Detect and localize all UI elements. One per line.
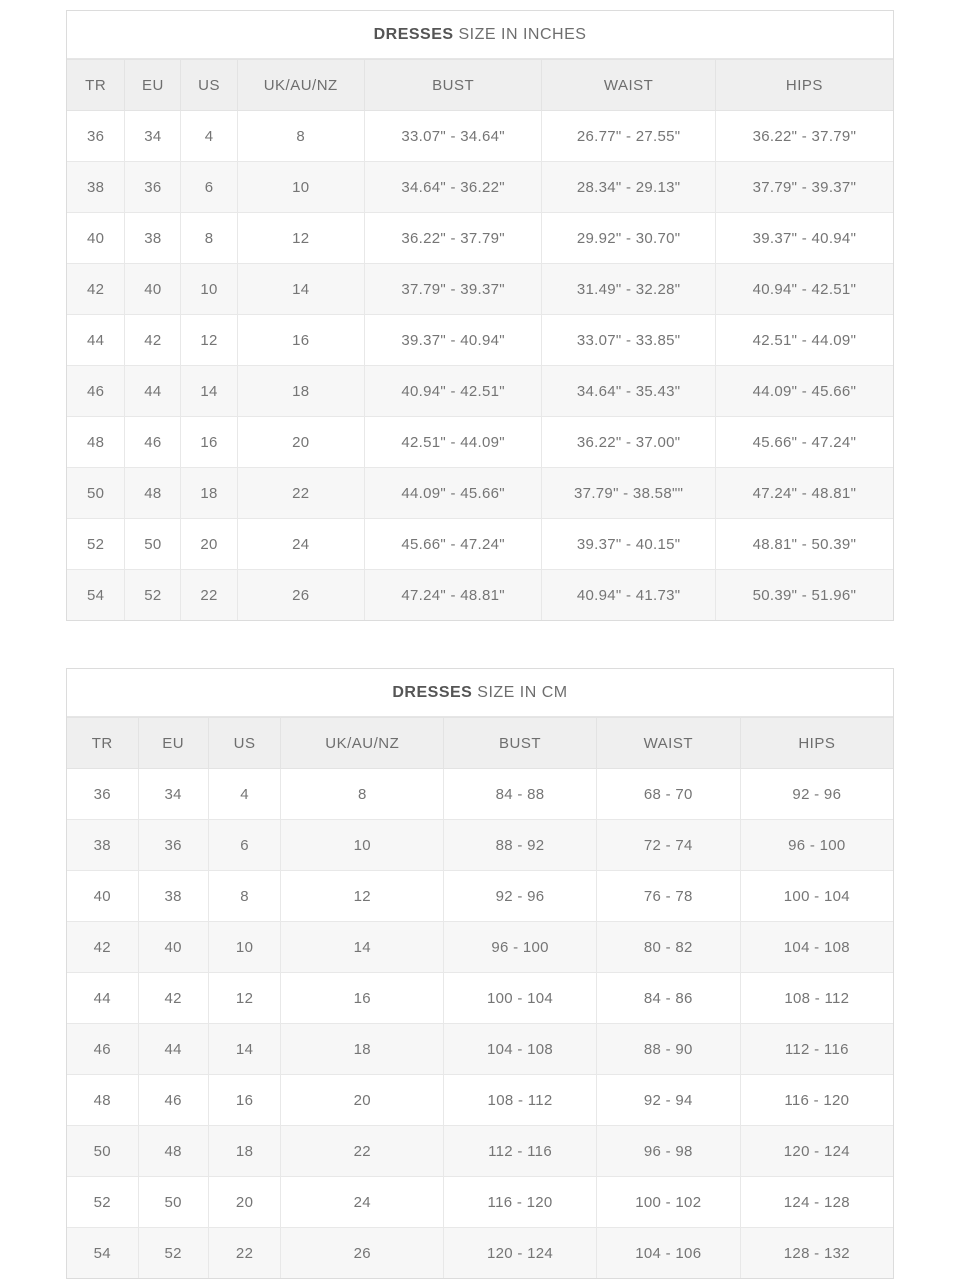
cell-waist: 68 - 70	[596, 769, 740, 820]
cell-tr: 52	[67, 1177, 138, 1228]
cell-eu: 42	[125, 315, 181, 366]
cell-us: 22	[208, 1228, 281, 1279]
table-row	[67, 1075, 893, 1126]
cell-us: 20	[208, 1177, 281, 1228]
cell-uk-au-nz: 22	[237, 468, 364, 519]
cell-eu: 50	[138, 1177, 208, 1228]
table-row	[67, 871, 893, 922]
cell-tr: 50	[67, 468, 125, 519]
cell-us: 12	[208, 973, 281, 1024]
cell-uk-au-nz: 26	[281, 1228, 444, 1279]
cell-hips: 40.94" - 42.51"	[715, 264, 893, 315]
cell-waist: 29.92" - 30.70"	[542, 213, 715, 264]
cell-tr: 40	[67, 213, 125, 264]
cell-bust: 92 - 96	[444, 871, 597, 922]
cell-bust: 45.66" - 47.24"	[364, 519, 542, 570]
column-header-hips: HIPS	[740, 718, 893, 769]
cell-bust: 120 - 124	[444, 1228, 597, 1279]
cell-us: 22	[181, 570, 237, 621]
cell-tr: 48	[67, 1075, 138, 1126]
cell-us: 14	[208, 1024, 281, 1075]
cell-uk-au-nz: 20	[281, 1075, 444, 1126]
cell-eu: 42	[138, 973, 208, 1024]
table-row	[67, 1177, 893, 1228]
cell-bust: 39.37" - 40.94"	[364, 315, 542, 366]
column-header-bust: BUST	[364, 60, 542, 111]
column-header-bust: BUST	[444, 718, 597, 769]
cell-bust: 108 - 112	[444, 1075, 597, 1126]
cell-eu: 44	[138, 1024, 208, 1075]
inches-table	[67, 59, 893, 620]
cell-us: 4	[181, 111, 237, 162]
cell-tr: 54	[67, 570, 125, 621]
cell-uk-au-nz: 14	[281, 922, 444, 973]
cell-us: 8	[181, 213, 237, 264]
column-header-us: US	[181, 60, 237, 111]
cell-waist: 100 - 102	[596, 1177, 740, 1228]
table-row	[67, 468, 893, 519]
cell-hips: 39.37" - 40.94"	[715, 213, 893, 264]
cell-hips: 124 - 128	[740, 1177, 893, 1228]
cell-eu: 38	[125, 213, 181, 264]
cell-us: 10	[181, 264, 237, 315]
cell-bust: 96 - 100	[444, 922, 597, 973]
cell-hips: 104 - 108	[740, 922, 893, 973]
cell-uk-au-nz: 10	[281, 820, 444, 871]
cell-uk-au-nz: 10	[237, 162, 364, 213]
cell-hips: 42.51" - 44.09"	[715, 315, 893, 366]
cell-hips: 37.79" - 39.37"	[715, 162, 893, 213]
cell-eu: 52	[138, 1228, 208, 1279]
dresses-size-cm-table	[66, 668, 894, 1279]
cell-tr: 44	[67, 315, 125, 366]
table-row	[67, 820, 893, 871]
column-header-waist: WAIST	[596, 718, 740, 769]
cell-waist: 36.22" - 37.00"	[542, 417, 715, 468]
cell-bust: 42.51" - 44.09"	[364, 417, 542, 468]
cell-hips: 112 - 116	[740, 1024, 893, 1075]
cell-bust: 33.07" - 34.64"	[364, 111, 542, 162]
cell-tr: 38	[67, 162, 125, 213]
cell-hips: 92 - 96	[740, 769, 893, 820]
cell-tr: 40	[67, 871, 138, 922]
cell-bust: 47.24" - 48.81"	[364, 570, 542, 621]
cell-waist: 96 - 98	[596, 1126, 740, 1177]
cell-eu: 38	[138, 871, 208, 922]
cell-us: 10	[208, 922, 281, 973]
cell-uk-au-nz: 18	[281, 1024, 444, 1075]
cell-waist: 92 - 94	[596, 1075, 740, 1126]
cell-bust: 40.94" - 42.51"	[364, 366, 542, 417]
cell-tr: 42	[67, 264, 125, 315]
cell-bust: 34.64" - 36.22"	[364, 162, 542, 213]
cm-table	[67, 717, 893, 1278]
cell-uk-au-nz: 12	[237, 213, 364, 264]
cell-bust: 36.22" - 37.79"	[364, 213, 542, 264]
table-title-inches	[67, 11, 893, 59]
cell-tr: 36	[67, 769, 138, 820]
table-row	[67, 973, 893, 1024]
column-header-uk-au-nz: UK/AU/NZ	[281, 718, 444, 769]
cell-us: 12	[181, 315, 237, 366]
cell-tr: 46	[67, 1024, 138, 1075]
table-row	[67, 519, 893, 570]
cell-hips: 44.09" - 45.66"	[715, 366, 893, 417]
cell-hips: 47.24" - 48.81"	[715, 468, 893, 519]
cell-us: 4	[208, 769, 281, 820]
table-title-product: DRESSES	[392, 683, 473, 701]
cell-bust: 44.09" - 45.66"	[364, 468, 542, 519]
cell-uk-au-nz: 20	[237, 417, 364, 468]
cell-eu: 44	[125, 366, 181, 417]
table-row	[67, 162, 893, 213]
cell-uk-au-nz: 14	[237, 264, 364, 315]
cell-bust: 104 - 108	[444, 1024, 597, 1075]
cell-tr: 44	[67, 973, 138, 1024]
column-header-tr: TR	[67, 718, 138, 769]
cell-tr: 46	[67, 366, 125, 417]
table-row	[67, 264, 893, 315]
cell-waist: 31.49" - 32.28"	[542, 264, 715, 315]
cell-eu: 36	[138, 820, 208, 871]
dresses-size-inches-table	[66, 10, 894, 621]
cell-eu: 50	[125, 519, 181, 570]
column-header-hips: HIPS	[715, 60, 893, 111]
cell-us: 14	[181, 366, 237, 417]
cell-uk-au-nz: 16	[237, 315, 364, 366]
cell-hips: 128 - 132	[740, 1228, 893, 1279]
cell-waist: 76 - 78	[596, 871, 740, 922]
cell-bust: 37.79" - 39.37"	[364, 264, 542, 315]
cell-hips: 36.22" - 37.79"	[715, 111, 893, 162]
cell-bust: 116 - 120	[444, 1177, 597, 1228]
cell-us: 8	[208, 871, 281, 922]
cell-hips: 96 - 100	[740, 820, 893, 871]
cell-hips: 120 - 124	[740, 1126, 893, 1177]
cell-eu: 40	[138, 922, 208, 973]
table-row	[67, 570, 893, 621]
column-header-tr: TR	[67, 60, 125, 111]
cell-uk-au-nz: 24	[281, 1177, 444, 1228]
cell-bust: 88 - 92	[444, 820, 597, 871]
cell-bust: 112 - 116	[444, 1126, 597, 1177]
cell-waist: 28.34" - 29.13"	[542, 162, 715, 213]
table-row	[67, 417, 893, 468]
cell-us: 18	[181, 468, 237, 519]
cell-waist: 40.94" - 41.73"	[542, 570, 715, 621]
cell-uk-au-nz: 26	[237, 570, 364, 621]
cell-waist: 33.07" - 33.85"	[542, 315, 715, 366]
column-header-eu: EU	[125, 60, 181, 111]
cell-tr: 50	[67, 1126, 138, 1177]
table-row	[67, 922, 893, 973]
table-title-product: DRESSES	[373, 25, 454, 43]
cell-waist: 80 - 82	[596, 922, 740, 973]
cell-eu: 34	[138, 769, 208, 820]
table-row	[67, 366, 893, 417]
table-row	[67, 1024, 893, 1075]
column-header-waist: WAIST	[542, 60, 715, 111]
cell-eu: 40	[125, 264, 181, 315]
cell-eu: 52	[125, 570, 181, 621]
table-row	[67, 111, 893, 162]
column-header-eu: EU	[138, 718, 208, 769]
cell-uk-au-nz: 8	[237, 111, 364, 162]
column-header-uk-au-nz: UK/AU/NZ	[237, 60, 364, 111]
cell-waist: 34.64" - 35.43"	[542, 366, 715, 417]
cell-uk-au-nz: 12	[281, 871, 444, 922]
cell-uk-au-nz: 24	[237, 519, 364, 570]
cell-hips: 48.81" - 50.39"	[715, 519, 893, 570]
cell-waist: 39.37" - 40.15"	[542, 519, 715, 570]
cell-tr: 48	[67, 417, 125, 468]
table-title-unit: SIZE IN CM	[477, 683, 568, 701]
header-row	[67, 718, 893, 769]
cell-hips: 100 - 104	[740, 871, 893, 922]
cell-uk-au-nz: 18	[237, 366, 364, 417]
cell-us: 16	[208, 1075, 281, 1126]
cell-tr: 52	[67, 519, 125, 570]
cell-uk-au-nz: 22	[281, 1126, 444, 1177]
cell-waist: 37.79" - 38.58""	[542, 468, 715, 519]
cell-us: 18	[208, 1126, 281, 1177]
table-row	[67, 769, 893, 820]
table-row	[67, 315, 893, 366]
cell-tr: 54	[67, 1228, 138, 1279]
cell-eu: 34	[125, 111, 181, 162]
cell-waist: 72 - 74	[596, 820, 740, 871]
cell-eu: 46	[125, 417, 181, 468]
cell-hips: 116 - 120	[740, 1075, 893, 1126]
cell-uk-au-nz: 16	[281, 973, 444, 1024]
table-row	[67, 213, 893, 264]
cell-tr: 36	[67, 111, 125, 162]
cell-tr: 42	[67, 922, 138, 973]
cell-eu: 46	[138, 1075, 208, 1126]
cell-eu: 36	[125, 162, 181, 213]
header-row	[67, 60, 893, 111]
cell-hips: 45.66" - 47.24"	[715, 417, 893, 468]
cell-tr: 38	[67, 820, 138, 871]
table-title-cm	[67, 669, 893, 717]
cell-waist: 26.77" - 27.55"	[542, 111, 715, 162]
cell-us: 6	[208, 820, 281, 871]
cell-uk-au-nz: 8	[281, 769, 444, 820]
cell-waist: 84 - 86	[596, 973, 740, 1024]
cell-us: 20	[181, 519, 237, 570]
cell-eu: 48	[138, 1126, 208, 1177]
table-row	[67, 1228, 893, 1279]
table-row	[67, 1126, 893, 1177]
cell-us: 6	[181, 162, 237, 213]
column-header-us: US	[208, 718, 281, 769]
cell-bust: 84 - 88	[444, 769, 597, 820]
cell-waist: 104 - 106	[596, 1228, 740, 1279]
cell-hips: 108 - 112	[740, 973, 893, 1024]
cell-us: 16	[181, 417, 237, 468]
cell-waist: 88 - 90	[596, 1024, 740, 1075]
cell-eu: 48	[125, 468, 181, 519]
cell-hips: 50.39" - 51.96"	[715, 570, 893, 621]
cell-bust: 100 - 104	[444, 973, 597, 1024]
table-title-unit: SIZE IN INCHES	[458, 25, 587, 43]
